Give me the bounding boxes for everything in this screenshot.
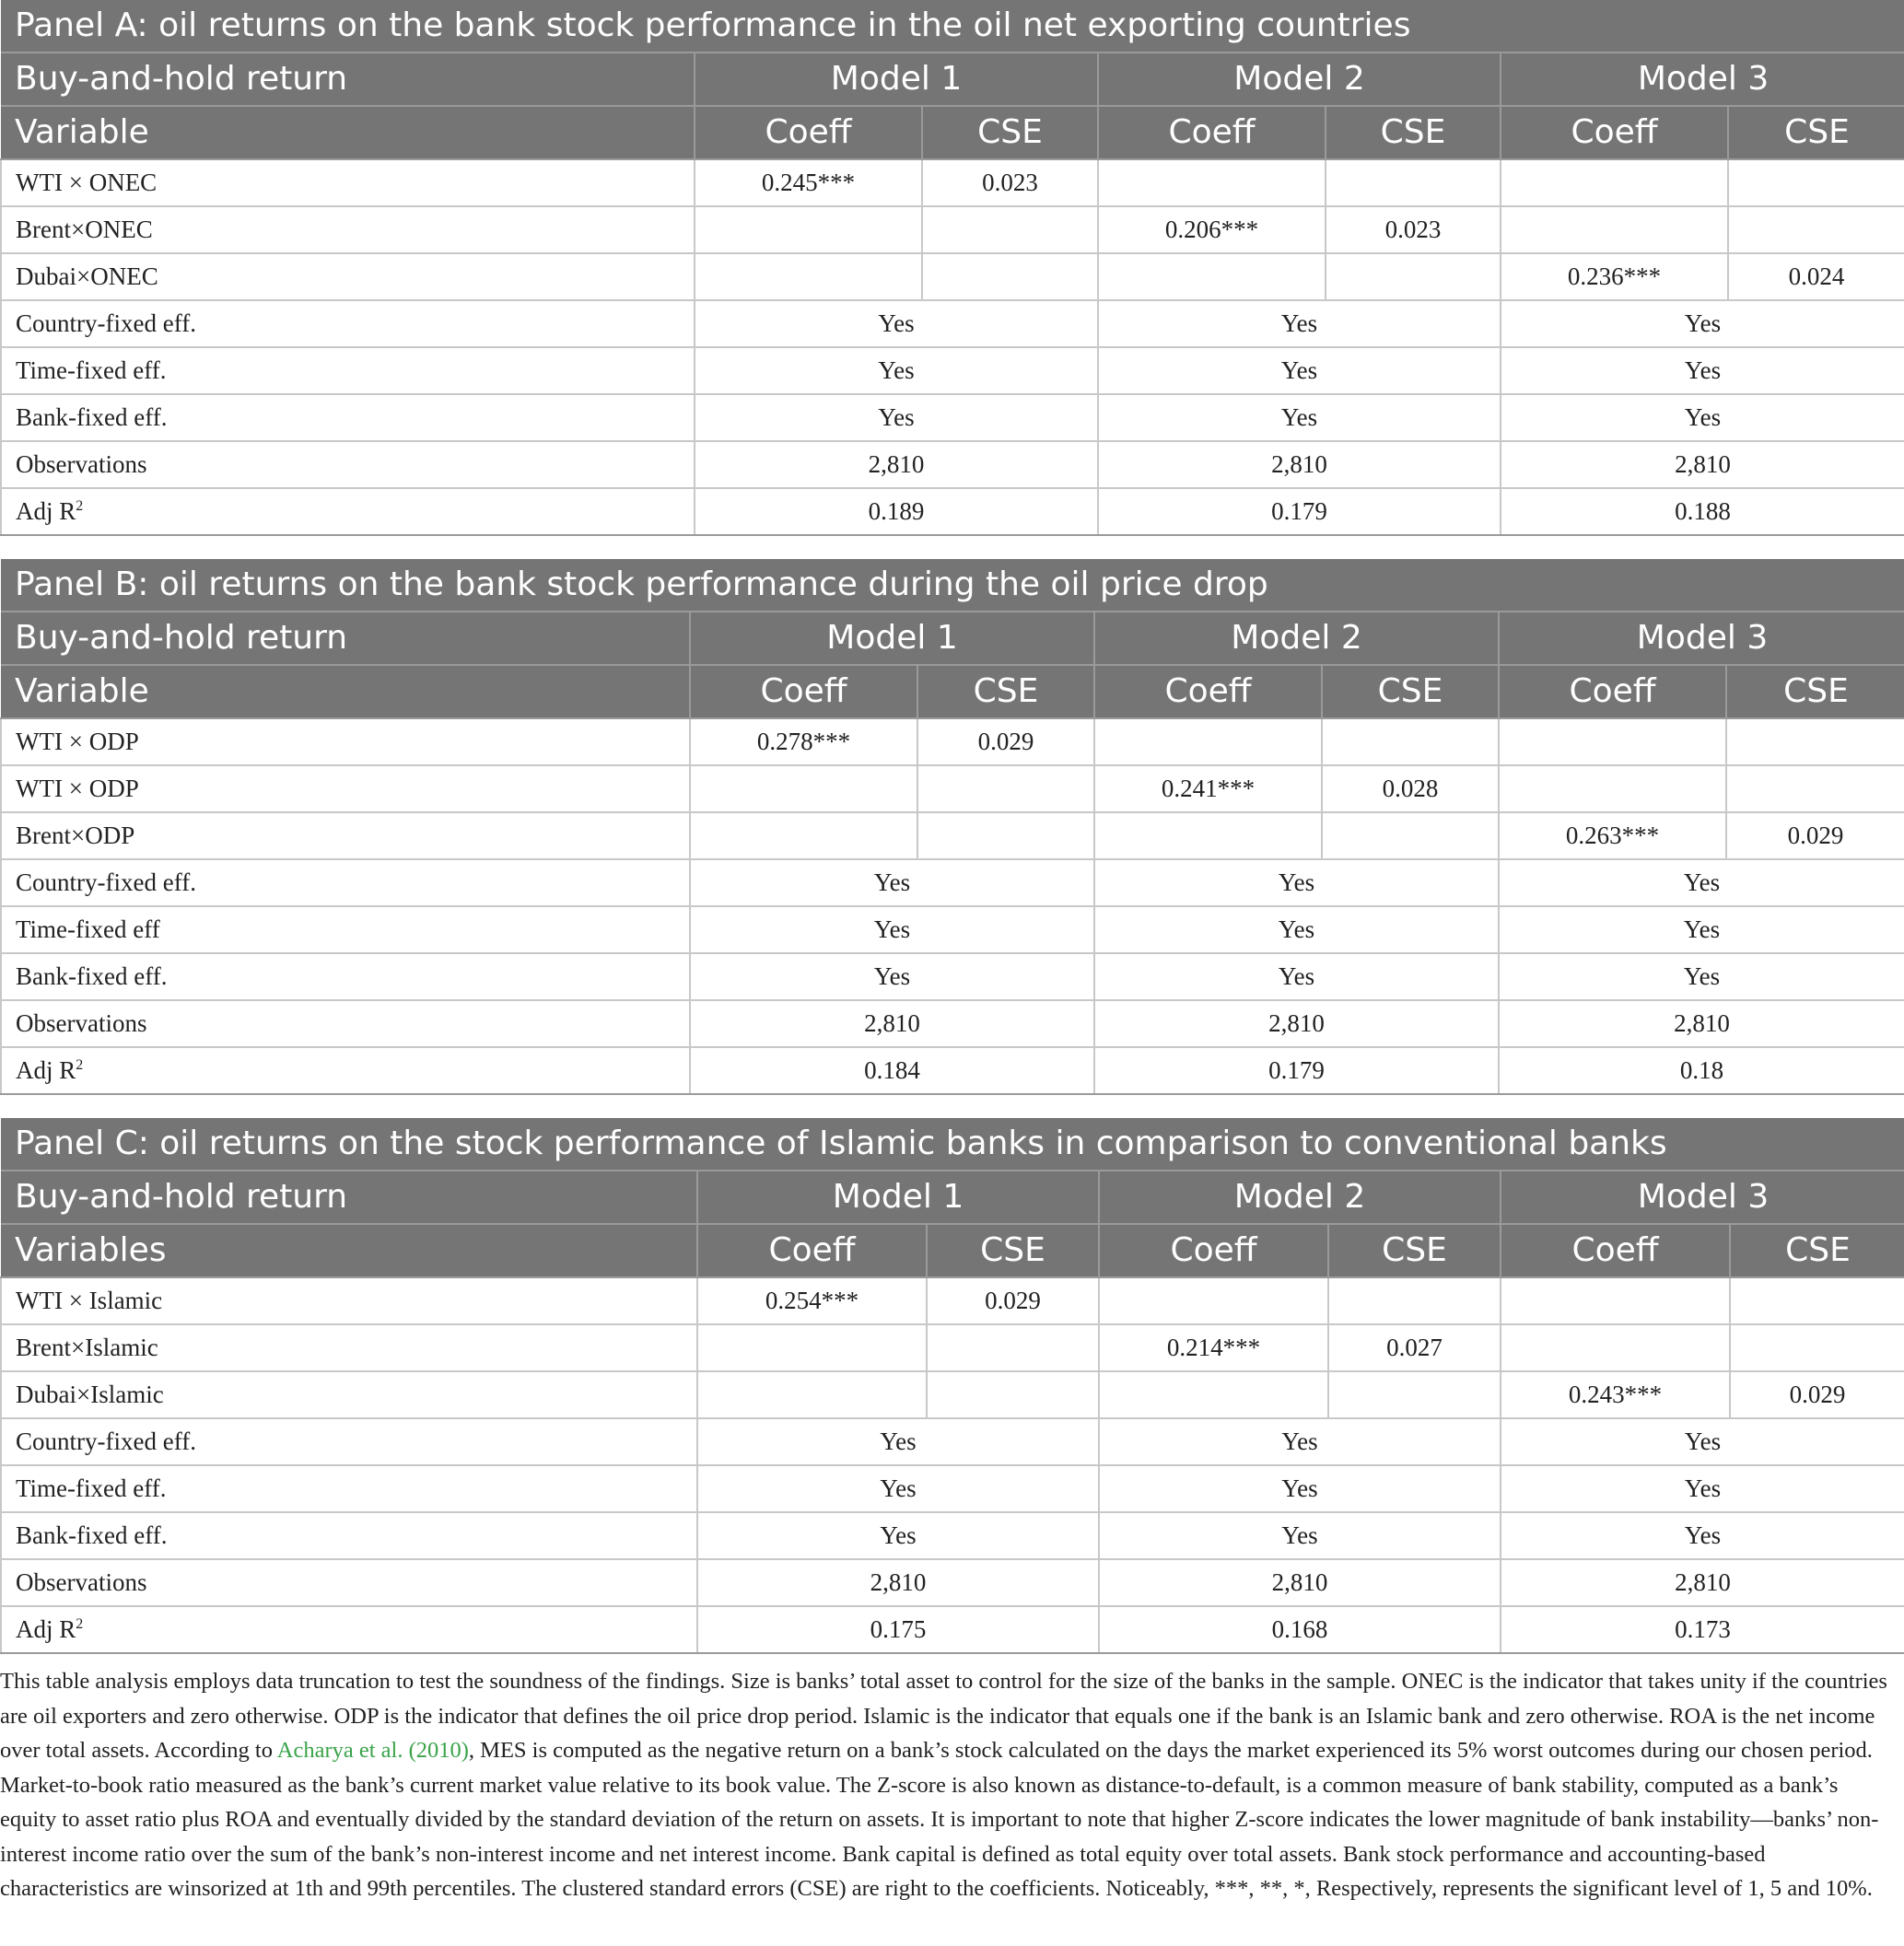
row-label: Observations (1, 441, 695, 488)
coeff-cell (695, 253, 922, 300)
cse-cell (1728, 159, 1904, 206)
cse-cell (1726, 718, 1904, 765)
table-row (1, 953, 1904, 1000)
coeff-cell (690, 765, 917, 812)
model-3-value: Yes (1501, 300, 1904, 347)
coeff-cell (1098, 159, 1326, 206)
coeff-cell (695, 206, 922, 253)
coeff-cell: 0.263*** (1499, 812, 1726, 859)
model-2-value: 0.179 (1094, 1047, 1499, 1093)
model-2-header: Model 2 (1098, 52, 1501, 106)
model-3-value: 0.173 (1501, 1606, 1904, 1652)
variable-label: Brent×ODP (1, 812, 690, 859)
panel-a (0, 0, 1904, 536)
panel-title: Panel C: oil returns on the stock performance of Islamic banks in comparison to conventional banks (1, 1118, 1904, 1171)
model-1-value: Yes (697, 1512, 1099, 1559)
cse-header: CSE (917, 665, 1094, 718)
coeff-cell: 0.278*** (690, 718, 917, 765)
cse-cell (927, 1324, 1099, 1371)
coeff-cell (697, 1324, 927, 1371)
coeff-cell: 0.245*** (695, 159, 922, 206)
coeff-cell (697, 1371, 927, 1418)
coeff-header: Coeff (1501, 1224, 1730, 1277)
coeff-header: Coeff (1499, 665, 1726, 718)
coeff-cell: 0.206*** (1098, 206, 1326, 253)
coeff-header: Coeff (690, 665, 917, 718)
model-2-value: Yes (1098, 394, 1501, 441)
model-2-value: Yes (1098, 347, 1501, 394)
coeff-cell: 0.241*** (1094, 765, 1322, 812)
table-row (1, 1324, 1904, 1371)
cse-cell (922, 253, 1098, 300)
model-3-value: Yes (1499, 906, 1904, 953)
panel-b (0, 559, 1904, 1095)
table-row (1, 206, 1904, 253)
model-3-header: Model 3 (1501, 1171, 1904, 1224)
model-3-value: 0.18 (1499, 1047, 1904, 1093)
dependent-variable-header: Buy-and-hold return (1, 612, 690, 665)
cse-cell (1726, 765, 1904, 812)
model-1-header: Model 1 (690, 612, 1094, 665)
model-2-value: Yes (1094, 906, 1499, 953)
model-3-value: 0.188 (1501, 488, 1904, 534)
model-2-value: 2,810 (1094, 1000, 1499, 1047)
coeff-header: Coeff (1099, 1224, 1328, 1277)
superscript: 2 (76, 1057, 84, 1073)
model-2-value: 0.179 (1098, 488, 1501, 534)
table-row (1, 1371, 1904, 1418)
cse-cell (1322, 812, 1499, 859)
coeff-cell (1099, 1277, 1328, 1324)
model-3-value: Yes (1499, 953, 1904, 1000)
model-2-value: Yes (1094, 953, 1499, 1000)
superscript: 2 (76, 498, 84, 514)
panel-c (0, 1118, 1904, 1654)
row-label: Country-fixed eff. (1, 859, 690, 906)
model-2-value: Yes (1099, 1418, 1501, 1465)
table-row (1, 718, 1904, 765)
cse-cell: 0.029 (1726, 812, 1904, 859)
cse-cell (922, 206, 1098, 253)
model-2-value: Yes (1099, 1512, 1501, 1559)
adj-r2-label (1, 1606, 697, 1652)
model-3-value: Yes (1501, 1465, 1904, 1512)
model-3-value: Yes (1499, 859, 1904, 906)
variable-header: Variable (1, 665, 690, 718)
row-label: Time-fixed eff. (1, 347, 695, 394)
model-1-value: 0.184 (690, 1047, 1094, 1093)
coeff-cell (1094, 718, 1322, 765)
table-row (1, 812, 1904, 859)
cse-cell (1730, 1324, 1904, 1371)
coeff-cell (1501, 1324, 1730, 1371)
adj-r2-label (1, 488, 695, 534)
panel-title: Panel A: oil returns on the bank stock performance in the oil net exporting countries (1, 0, 1904, 52)
cse-cell (917, 765, 1094, 812)
cse-cell (1328, 1277, 1501, 1324)
cse-header: CSE (1730, 1224, 1904, 1277)
model-1-value: 2,810 (695, 441, 1098, 488)
row-label: Observations (1, 1559, 697, 1606)
footnote-text: This table analysis employs data truncation to test the soundness of the findings. Size is banks’ total asset to control for the size of the banks in the sample. ONEC is the indicator that takes unity if the countries are oil exporters and zero otherwise. ODP is the indicator that defines the oil price drop period. Islamic is the indicator that equals one if the bank is an Islamic bank and zero otherwise. ROA is the net income over total assets. According to (0, 1669, 1887, 1763)
cse-header: CSE (1322, 665, 1499, 718)
variable-header: Variable (1, 106, 695, 159)
panel-b-table (0, 559, 1904, 1093)
model-1-value: Yes (697, 1465, 1099, 1512)
coeff-cell: 0.243*** (1501, 1371, 1730, 1418)
model-3-value: Yes (1501, 1512, 1904, 1559)
table-row (1, 347, 1904, 394)
table-row (1, 1047, 1904, 1093)
cse-cell: 0.028 (1322, 765, 1499, 812)
cse-cell (917, 812, 1094, 859)
variable-label: WTI × ODP (1, 765, 690, 812)
variable-header: Variables (1, 1224, 697, 1277)
dependent-variable-header: Buy-and-hold return (1, 52, 695, 106)
cse-cell (1730, 1277, 1904, 1324)
table-row (1, 488, 1904, 534)
table-row (1, 300, 1904, 347)
cse-cell (1728, 206, 1904, 253)
variable-label: WTI × ONEC (1, 159, 695, 206)
coeff-cell (1501, 206, 1728, 253)
cse-cell (1322, 718, 1499, 765)
model-2-value: Yes (1098, 300, 1501, 347)
model-1-value: 2,810 (690, 1000, 1094, 1047)
model-2-value: 2,810 (1099, 1559, 1501, 1606)
cse-cell: 0.027 (1328, 1324, 1501, 1371)
model-1-value: Yes (690, 906, 1094, 953)
coeff-header: Coeff (1094, 665, 1322, 718)
table-row (1, 1418, 1904, 1465)
table-row (1, 1000, 1904, 1047)
cse-header: CSE (1726, 665, 1904, 718)
coeff-cell: 0.214*** (1099, 1324, 1328, 1371)
variable-label: WTI × ODP (1, 718, 690, 765)
model-3-header: Model 3 (1501, 52, 1904, 106)
model-1-value: Yes (697, 1418, 1099, 1465)
model-2-value: Yes (1094, 859, 1499, 906)
adj-r2-text: Adj R (16, 1056, 76, 1084)
model-3-value: 2,810 (1501, 441, 1904, 488)
table-row (1, 1512, 1904, 1559)
coeff-header: Coeff (1501, 106, 1728, 159)
table-row (1, 1559, 1904, 1606)
cse-header: CSE (922, 106, 1098, 159)
model-3-value: 2,810 (1501, 1559, 1904, 1606)
cse-header: CSE (927, 1224, 1099, 1277)
table-row (1, 906, 1904, 953)
coeff-header: Coeff (695, 106, 922, 159)
model-3-header: Model 3 (1499, 612, 1904, 665)
variable-label: WTI × Islamic (1, 1277, 697, 1324)
table-row (1, 441, 1904, 488)
coeff-cell (1501, 1277, 1730, 1324)
model-1-value: Yes (695, 394, 1098, 441)
cse-cell (1326, 253, 1501, 300)
table-row (1, 765, 1904, 812)
row-label: Bank-fixed eff. (1, 953, 690, 1000)
citation-link[interactable]: Acharya et al. (2010) (276, 1738, 469, 1763)
adj-r2-label (1, 1047, 690, 1093)
coeff-cell: 0.236*** (1501, 253, 1728, 300)
model-2-value: 0.168 (1099, 1606, 1501, 1652)
model-1-value: Yes (695, 347, 1098, 394)
table-row (1, 859, 1904, 906)
panel-a-table (0, 0, 1904, 534)
model-3-value: Yes (1501, 347, 1904, 394)
model-1-value: Yes (690, 953, 1094, 1000)
coeff-cell: 0.254*** (697, 1277, 927, 1324)
cse-cell (927, 1371, 1099, 1418)
model-1-value: 2,810 (697, 1559, 1099, 1606)
row-label: Time-fixed eff. (1, 1465, 697, 1512)
cse-cell: 0.029 (1730, 1371, 1904, 1418)
model-2-value: 2,810 (1098, 441, 1501, 488)
coeff-cell (1499, 765, 1726, 812)
row-label: Bank-fixed eff. (1, 1512, 697, 1559)
cse-cell: 0.023 (1326, 206, 1501, 253)
model-3-value: 2,810 (1499, 1000, 1904, 1047)
table-row (1, 253, 1904, 300)
cse-cell (1326, 159, 1501, 206)
coeff-cell (1094, 812, 1322, 859)
cse-cell: 0.029 (917, 718, 1094, 765)
dependent-variable-header: Buy-and-hold return (1, 1171, 697, 1224)
cse-cell (1328, 1371, 1501, 1418)
table-row (1, 1465, 1904, 1512)
superscript: 2 (76, 1616, 84, 1632)
row-label: Observations (1, 1000, 690, 1047)
row-label: Country-fixed eff. (1, 300, 695, 347)
table-row (1, 159, 1904, 206)
panel-title: Panel B: oil returns on the bank stock performance during the oil price drop (1, 559, 1904, 612)
row-label: Time-fixed eff (1, 906, 690, 953)
cse-cell: 0.023 (922, 159, 1098, 206)
row-label: Country-fixed eff. (1, 1418, 697, 1465)
model-1-header: Model 1 (697, 1171, 1099, 1224)
variable-label: Brent×ONEC (1, 206, 695, 253)
variable-label: Dubai×Islamic (1, 1371, 697, 1418)
model-2-header: Model 2 (1094, 612, 1499, 665)
cse-header: CSE (1326, 106, 1501, 159)
cse-header: CSE (1728, 106, 1904, 159)
model-1-value: Yes (690, 859, 1094, 906)
coeff-cell (1499, 718, 1726, 765)
model-3-value: Yes (1501, 394, 1904, 441)
variable-label: Dubai×ONEC (1, 253, 695, 300)
model-1-value: 0.175 (697, 1606, 1099, 1652)
cse-cell: 0.029 (927, 1277, 1099, 1324)
variable-label: Brent×Islamic (1, 1324, 697, 1371)
cse-cell: 0.024 (1728, 253, 1904, 300)
table-row (1, 1277, 1904, 1324)
model-3-value: Yes (1501, 1418, 1904, 1465)
cse-header: CSE (1328, 1224, 1501, 1277)
model-2-header: Model 2 (1099, 1171, 1501, 1224)
row-label: Bank-fixed eff. (1, 394, 695, 441)
footnote-text: , MES is computed as the negative return on a bank’s stock calculated on the days the market experienced its 5% worst outcomes during our chosen period. Market-to-book ratio measured as the bank’s current market value relative to its book value. The Z-score is also known as distance-to-default, is a common measure of bank stability, computed as a bank’s equity to asset ratio plus ROA and eventually divided by the standard deviation of the return on assets. It is important to note that higher Z-score indicates the lower magnitude of bank instability—banks’ non-interest income ratio over the sum of the bank’s non-interest income and net interest income. Bank capital is defined as total equity over total assets. Bank stock performance and accounting-based characteristics are winsorized at 1th and 99th percentiles. The clustered standard errors (CSE) are right to the coefficients. Noticeably, ***, **, *, Respectively, represents the significant level of 1, 5 and 10%. (0, 1738, 1879, 1901)
model-1-value: 0.189 (695, 488, 1098, 534)
adj-r2-text: Adj R (16, 1615, 76, 1643)
coeff-cell (690, 812, 917, 859)
adj-r2-text: Adj R (16, 497, 76, 525)
model-1-value: Yes (695, 300, 1098, 347)
table-row (1, 394, 1904, 441)
model-2-value: Yes (1099, 1465, 1501, 1512)
table-row (1, 1606, 1904, 1652)
table-footnote (0, 1664, 1898, 1906)
coeff-cell (1099, 1371, 1328, 1418)
panel-c-table (0, 1118, 1904, 1652)
model-1-header: Model 1 (695, 52, 1098, 106)
coeff-cell (1501, 159, 1728, 206)
coeff-cell (1098, 253, 1326, 300)
coeff-header: Coeff (1098, 106, 1326, 159)
coeff-header: Coeff (697, 1224, 927, 1277)
